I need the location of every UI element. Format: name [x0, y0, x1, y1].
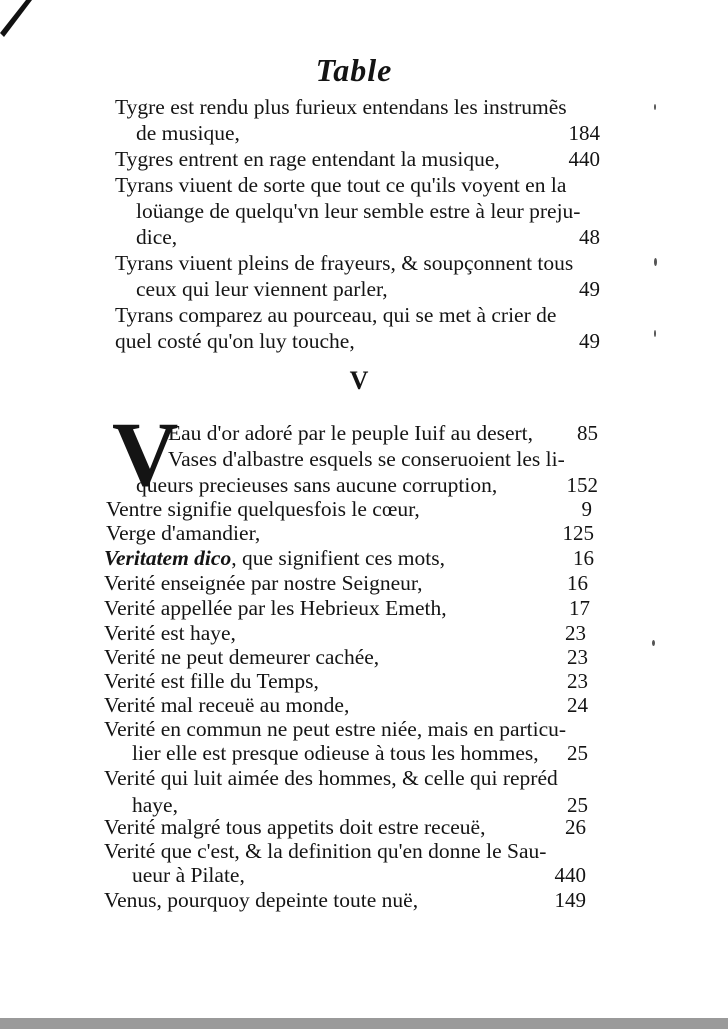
- index-entry: [168, 446, 598, 472]
- entry-text: Ventre signifie quelquesfois le cœur,: [106, 497, 420, 521]
- entry-text: Verité qui luit aimée des hommes, & celle qui repréd: [104, 766, 558, 790]
- ink-speck: [654, 104, 656, 110]
- page-number: 152: [566, 473, 598, 497]
- page-number: 440: [554, 863, 586, 887]
- page-number: 440: [568, 147, 600, 171]
- ink-speck: [654, 330, 656, 337]
- index-entry: [136, 472, 598, 498]
- entry-text: haye,: [132, 793, 178, 817]
- page-number: 125: [562, 521, 594, 545]
- index-entry: [104, 620, 586, 646]
- entry-text: Tyrans viuent pleins de frayeurs, & soupçonnent tous: [115, 251, 574, 275]
- index-entry: [168, 420, 598, 446]
- index-entry: [136, 276, 600, 302]
- index-entry: [104, 716, 596, 742]
- page-number: 49: [579, 277, 600, 301]
- running-title: Table: [315, 52, 393, 88]
- page-number: 25: [567, 741, 588, 765]
- entry-text: Verité mal receuë au monde,: [104, 693, 350, 717]
- page-number: 24: [567, 693, 588, 717]
- entry-text: Verité appellée par les Hebrieux Emeth,: [104, 596, 447, 620]
- entry-text: Verité malgré tous appetits doit estre receuë,: [104, 815, 486, 839]
- page-number: 23: [565, 621, 586, 645]
- entry-text: quel costé qu'on luy touche,: [115, 329, 355, 353]
- index-entry: [136, 120, 600, 146]
- index-entry: [136, 198, 600, 224]
- page-number: 49: [579, 329, 600, 353]
- index-entry: [106, 520, 594, 546]
- scan-bottom-edge: [0, 1018, 728, 1029]
- index-entry: [104, 545, 594, 571]
- entry-text: loüange de quelqu'vn leur semble estre à leur preju-: [136, 199, 581, 223]
- page-number: 23: [567, 669, 588, 693]
- entry-text: Verité en commun ne peut estre niée, mais en particu-: [104, 717, 567, 741]
- page-number: 9: [581, 497, 592, 521]
- entry-text: lier elle est presque odieuse à tous les hommes,: [132, 741, 539, 765]
- latin-phrase: Veritatem dico: [104, 546, 232, 570]
- page-corner-mark: [0, 0, 40, 40]
- page-number: 26: [565, 815, 586, 839]
- entry-text: queurs precieuses sans aucune corruption,: [136, 473, 498, 497]
- index-entry: [104, 838, 592, 864]
- page-number: 25: [567, 793, 588, 817]
- entry-text: Eau d'or adoré par le peuple Iuif au desert,: [168, 421, 534, 445]
- entry-text: Verité ne peut demeurer cachée,: [104, 645, 380, 669]
- entry-text: dice,: [136, 225, 178, 249]
- index-entry: [104, 644, 588, 670]
- entry-text: Verité est fille du Temps,: [104, 669, 319, 693]
- entry-text: Verité enseignée par nostre Seigneur,: [104, 571, 423, 595]
- page-number: 48: [579, 225, 600, 249]
- index-entry: [104, 570, 588, 596]
- ink-speck: [654, 258, 657, 266]
- index-entry: [115, 172, 600, 198]
- index-entry: [104, 765, 596, 791]
- index-entry: [104, 887, 586, 913]
- page-number: 184: [568, 121, 600, 145]
- drop-cap-initial: V: [112, 403, 179, 505]
- entry-text: Verité est haye,: [104, 621, 236, 645]
- index-entry: [115, 94, 610, 120]
- index-entry: [104, 668, 588, 694]
- entry-text: ceux qui leur viennent parler,: [136, 277, 388, 301]
- entry-text: de musique,: [136, 121, 240, 145]
- page-number: 23: [567, 645, 588, 669]
- entry-text: , que signifient ces mots,: [231, 546, 445, 570]
- index-entry: [115, 328, 600, 354]
- page-number: 16: [573, 546, 594, 570]
- index-entry: [115, 146, 600, 172]
- entry-text: Tyrans comparez au pourceau, qui se met à crier de: [115, 303, 557, 327]
- entry-text: Tygres entrent en rage entendant la musique,: [115, 147, 500, 171]
- index-entry: [115, 250, 600, 276]
- page-number: 16: [567, 571, 588, 595]
- entry-text: Verité que c'est, & la definition qu'en donne le Sau-: [104, 839, 547, 863]
- index-entry: [106, 496, 592, 522]
- entry-text: Verge d'amandier,: [106, 521, 261, 545]
- index-entry: [136, 224, 600, 250]
- index-entry: [104, 814, 586, 840]
- entry-text: ueur à Pilate,: [132, 863, 245, 887]
- page-number: 17: [569, 596, 590, 620]
- index-entry: [132, 862, 586, 888]
- ink-speck: [652, 640, 655, 646]
- section-heading-letter: V: [349, 366, 369, 395]
- page-number: 149: [554, 888, 586, 912]
- entry-text: Tyrans viuent de sorte que tout ce qu'ils voyent en la: [115, 173, 567, 197]
- entry-text: Tygre est rendu plus furieux entendans les instrumẽs: [115, 95, 567, 119]
- index-entry: [115, 302, 600, 328]
- index-entry: [132, 740, 588, 766]
- entry-text: Venus, pourquoy depeinte toute nuë,: [104, 888, 419, 912]
- page-number: 85: [577, 421, 598, 445]
- index-entry: [104, 595, 590, 621]
- entry-text: Vases d'albastre esquels se conseruoient les li-: [168, 447, 565, 471]
- index-entry: [104, 692, 588, 718]
